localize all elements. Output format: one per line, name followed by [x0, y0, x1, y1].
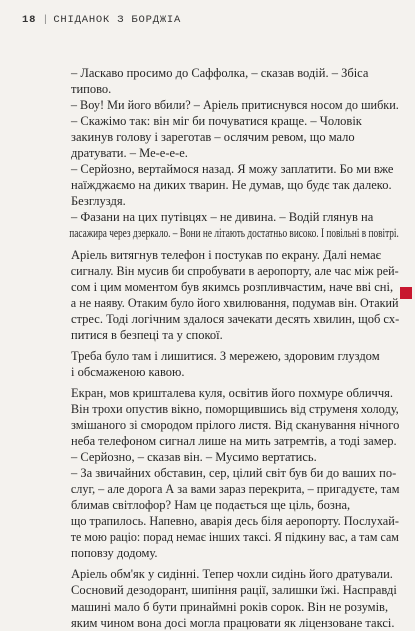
text-line: Треба було там і лишитися. З мережею, здоровим глуздом	[71, 348, 380, 363]
text-line: те мою раціо: порад немає інших таксі. Я підкину вас, а там сам	[70, 530, 399, 545]
text-line: машині мало б бути принаймні років сорок. Він не розумів,	[71, 599, 389, 614]
text-line: – Фазани на цих путівцях – не дивина. – Водій глянув на	[71, 210, 374, 225]
text-line: пасажира через дзеркало. – Вони не літають достатньо високо. І повільні в повітрі.	[69, 226, 399, 241]
text-line: – Воу! Ми його вбили? – Аріель притиснувся носом до шибки.	[70, 98, 399, 113]
body-text	[64, 65, 399, 631]
text-line: яким чином вона досі могла працювати як ліцензоване таксі.	[71, 615, 395, 630]
header-separator: |	[42, 14, 50, 26]
text-line: питися в безпеці та у спокої.	[71, 327, 223, 342]
text-line: – Ласкаво просимо до Саффолка, – сказав водій. – Збіса	[71, 66, 369, 80]
running-header	[22, 14, 181, 26]
text-line: – Серйозно, – сказав він. – Мусимо вертатись.	[71, 450, 317, 465]
text-line: – Скажімо так: він міг би почуватися краще. – Чоловік	[71, 114, 362, 129]
text-line: Екран, мов кришталева куля, освітив його похмуре обличчя.	[71, 385, 394, 400]
text-line: – За звичайних обставин, сер, цілий світ був би до ваших по-	[71, 466, 397, 481]
edge-marker	[400, 287, 412, 299]
text-line: блимав світлофор? Нам це подається ще ціль, бозна,	[71, 498, 351, 513]
text-line: а не наяву. Отаким було його хвилювання, подумав він. Отакий	[70, 295, 399, 310]
text-line: закинув голову і зареготав – ослячим ревом, що мало	[71, 130, 355, 145]
text-line: що трапилось. Напевно, аварія десь біля аеропорту. Послухай-	[70, 514, 399, 529]
text-line: Він трохи опустив вікно, поморщившись від струменя холоду,	[70, 401, 399, 416]
text-line: сом і цим моментом був якимсь розпливчастим, наче вві сні,	[71, 279, 394, 294]
text-line: поповзу додому.	[71, 546, 158, 561]
text-line: дратувати. – Ме-е-е-е.	[71, 146, 188, 161]
text-line: – Серйозно, вертаймося назад. Я можу заплатити. Бо ми вже	[71, 162, 394, 177]
text-line: і обсмаженою кавою.	[71, 364, 185, 379]
text-line: слуг, – але дорога А за вами зараз перекрита, – пригадуєте, там	[70, 482, 400, 497]
page-number: 18	[22, 14, 37, 26]
text-line: наїжджаємо на диких тварин. Не думав, що будє так далеко.	[71, 178, 392, 193]
text-line: типово.	[71, 82, 112, 97]
text-line: Аріель обм'як у сидінні. Тепер чохли сидінь його дратували.	[71, 567, 393, 582]
text-line: неба телефоном сигнал лише на мить затремтів, а тоді замер.	[71, 434, 397, 449]
text-line: змішаного зі смородом прілого листя. Від сканування нічного	[70, 417, 400, 432]
text-line: сигналу. Він мусив би спробувати в аеропорту, але час між рей-	[70, 263, 399, 278]
text-line: Сосновий дезодорант, шипіння рації, залишки їжі. Насправді	[71, 583, 397, 598]
book-title: СНІДАНОК З БОРДЖІА	[53, 14, 182, 26]
text-line: Безглуздя.	[71, 194, 126, 209]
text-line: Аріель витягнув телефон і постукав по екрану. Далі немає	[71, 247, 382, 262]
text-line: стрес. Тоді логічним здалося зачекати десять хвилин, щоб сх-	[71, 311, 400, 326]
